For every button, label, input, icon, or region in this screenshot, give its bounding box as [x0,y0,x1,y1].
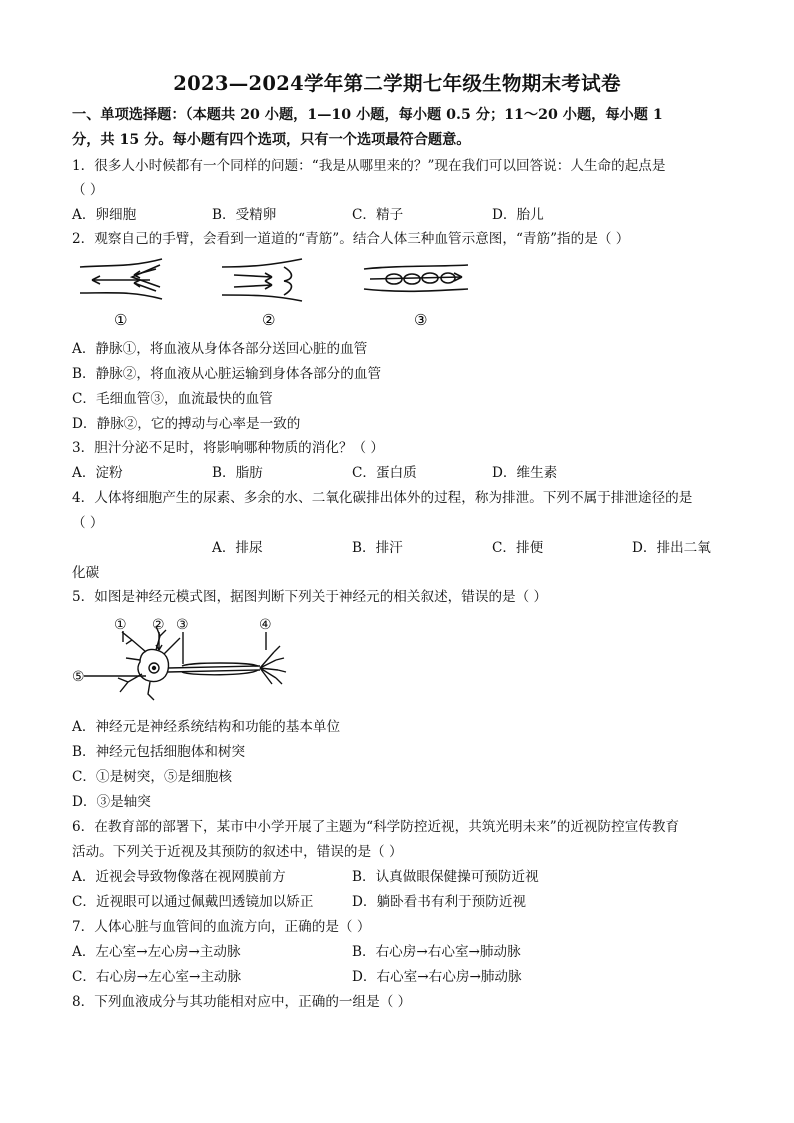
q4-option-c: C．排便 [492,540,544,556]
q6-option-a: A．近视会导致物像落在视网膜前方 [72,869,286,885]
q1-option-b: B．受精卵 [212,207,277,223]
q2-option-d: D．静脉②，它的搏动与心率是一致的 [72,416,301,432]
q1-paren: （ ） [72,182,104,198]
q1-option-a: A．卵细胞 [72,207,137,223]
q4-option-b: B．排汗 [352,540,403,556]
q6-stem: 6．在教育部的部署下，某市中小学开展了主题为“科学防控近视，共筑光明未来”的近视防控宣传教育 [72,819,680,835]
q4-option-a: A．排尿 [212,540,263,556]
q5-stem: 5．如图是神经元模式图，据图判断下列关于神经元的相关叙述，错误的是（ ） [72,589,548,605]
section-heading-line1: 一、单项选择题：（本题共 20 小题，1—10 小题，每小题 0.5 分；11～20 小题，每小题 1 [72,107,663,123]
q6-option-c: C．近视眼可以通过佩戴凹透镜加以矫正 [72,894,314,910]
section-heading-line2: 分，共 15 分。每小题有四个选项，只有一个选项最符合题意。 [72,132,471,148]
neuron-label-5: ⑤ [72,669,85,685]
q4-option-d-continued: 化碳 [72,565,100,581]
q3-option-c: C．蛋白质 [352,465,417,481]
q3-option-b: B．脂肪 [212,465,263,481]
neuron-label-1: ① [114,617,127,633]
q5-option-d: D．③是轴突 [72,794,151,810]
q2-stem: 2．观察自己的手臂，会看到一道道的“青筋”。结合人体三种血管示意图，“青筋”指的是（ ） [72,231,630,247]
q3-stem: 3．胆汁分泌不足时，将影响哪种物质的消化？（ ） [72,440,385,456]
q2-option-b: B．静脉②，将血液从心脏运输到身体各部分的血管 [72,366,382,382]
q7-option-d: D．右心室→右心房→肺动脉 [352,969,522,985]
q1-option-c: C．精子 [352,207,404,223]
neuron-figure [70,612,300,704]
q1-option-d: D．胎儿 [492,207,544,223]
q7-option-a: A．左心室→左心房→主动脉 [72,944,241,960]
q4-option-d: D．排出二氧 [632,540,711,556]
blood-vessel-figure [72,255,492,333]
fig-label-1: ① [114,311,128,329]
q3-option-a: A．淀粉 [72,465,123,481]
q7-option-c: C．右心房→左心室→主动脉 [72,969,242,985]
q6-stem-line2: 活动。下列关于近视及其预防的叙述中，错误的是（ ） [72,844,403,860]
q2-option-a: A．静脉①，将血液从身体各部分送回心脏的血管 [72,341,368,357]
q6-option-d: D．躺卧看书有利于预防近视 [352,894,527,910]
q3-option-d: D．维生素 [492,465,558,481]
q5-option-c: C．①是树突，⑤是细胞核 [72,769,232,785]
q7-option-b: B．右心房→右心室→肺动脉 [352,944,521,960]
fig-label-2: ② [262,311,276,329]
page-title: 2023—2024学年第二学期七年级生物期末考试卷 [173,72,621,95]
neuron-label-3: ③ [176,617,189,633]
fig-label-3: ③ [414,311,428,329]
q1-stem: 1．很多人小时候都有一个同样的问题：“我是从哪里来的？”现在我们可以回答说：人生命的起点是 [72,158,666,174]
neuron-label-2: ② [152,617,165,633]
q4-paren: （ ） [72,515,104,531]
q2-option-c: C．毛细血管③，血流最快的血管 [72,391,273,407]
q5-option-a: A．神经元是神经系统结构和功能的基本单位 [72,719,341,735]
q5-option-b: B．神经元包括细胞体和树突 [72,744,246,760]
neuron-label-4: ④ [259,617,272,633]
q8-stem: 8．下列血液成分与其功能相对应中，正确的一组是（ ） [72,994,412,1010]
q7-stem: 7．人体心脏与血管间的血流方向，正确的是（ ） [72,919,371,935]
q6-option-b: B．认真做眼保健操可预防近视 [352,869,539,885]
q4-stem: 4．人体将细胞产生的尿素、多余的水、二氧化碳排出体外的过程，称为排泄。下列不属于排泄途径的是 [72,490,693,506]
